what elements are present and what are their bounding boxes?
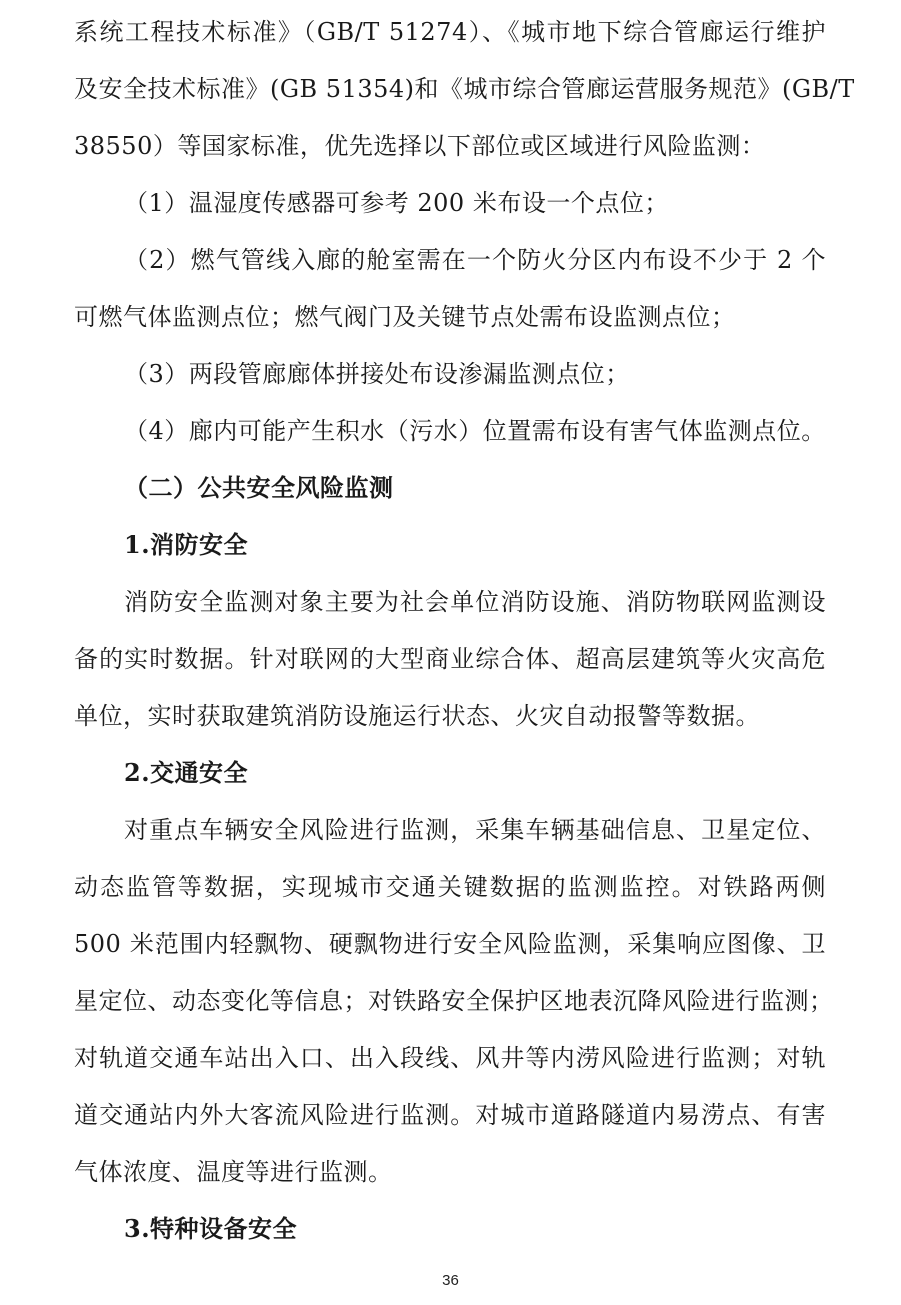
list-item: （1）温湿度传感器可参考 200 米布设一个点位； <box>124 189 669 217</box>
body-text-line: 系统工程技术标准》（GB/T 51274）、《城市地下综合管廊运行维护 <box>74 18 826 46</box>
body-text-line: 及安全技术标准》(GB 51354)和《城市综合管廊运营服务规范》(GB/T <box>74 75 855 103</box>
section-heading: （二）公共安全风险监测 <box>124 473 394 502</box>
subsection-heading: 1.消防安全 <box>124 530 249 559</box>
body-text-line: 气体浓度、温度等进行监测。 <box>74 1158 393 1186</box>
body-text-line: 38550）等国家标准，优先选择以下部位或区域进行风险监测： <box>74 132 766 160</box>
subsection-heading: 3.特种设备安全 <box>124 1214 298 1243</box>
body-text-line: 对重点车辆安全风险进行监测，采集车辆基础信息、卫星定位、 <box>124 816 826 844</box>
page-number: 36 <box>442 1272 459 1289</box>
body-text-line: 可燃气体监测点位；燃气阀门及关键节点处需布设监测点位； <box>74 303 736 331</box>
body-text-line: 动态监管等数据，实现城市交通关键数据的监测监控。对铁路两侧 <box>74 873 826 901</box>
body-text-line: 对轨道交通车站出入口、出入段线、风井等内涝风险进行监测；对轨 <box>74 1044 826 1072</box>
body-text-line: 道交通站内外大客流风险进行监测。对城市道路隧道内易涝点、有害 <box>74 1101 826 1129</box>
subsection-heading: 2.交通安全 <box>124 758 249 787</box>
body-text-line: 单位，实时获取建筑消防设施运行状态、火灾自动报警等数据。 <box>74 702 760 730</box>
list-item: （2）燃气管线入廊的舱室需在一个防火分区内布设不少于 2 个 <box>124 246 826 274</box>
list-item: （4）廊内可能产生积水（污水）位置需布设有害气体监测点位。 <box>124 417 826 445</box>
body-text-line: 备的实时数据。针对联网的大型商业综合体、超高层建筑等火灾高危 <box>74 645 826 673</box>
list-item: （3）两段管廊廊体拼接处布设渗漏监测点位； <box>124 360 630 388</box>
body-text-line: 消防安全监测对象主要为社会单位消防设施、消防物联网监测设 <box>124 588 826 616</box>
body-text-line: 星定位、动态变化等信息；对铁路安全保护区地表沉降风险进行监测； <box>74 987 834 1015</box>
body-text-line: 500 米范围内轻飘物、硬飘物进行安全风险监测，采集响应图像、卫 <box>74 930 826 958</box>
